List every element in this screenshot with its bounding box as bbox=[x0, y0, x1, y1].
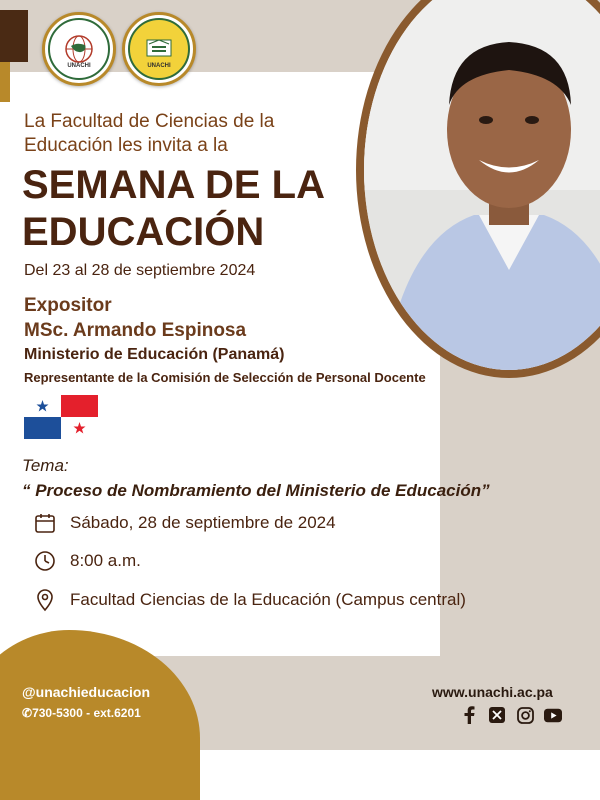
event-time-text: 8:00 a.m. bbox=[70, 551, 141, 570]
speaker-organization: Ministerio de Educación (Panamá) bbox=[24, 346, 285, 363]
speaker-label: Expositor bbox=[24, 295, 112, 316]
event-time-row bbox=[34, 550, 141, 572]
event-place-row bbox=[34, 588, 466, 612]
social-icons bbox=[460, 706, 562, 724]
calendar-icon bbox=[34, 512, 56, 534]
education-emblem-icon bbox=[128, 18, 190, 80]
x-icon[interactable] bbox=[488, 706, 506, 724]
phone-contact bbox=[22, 706, 141, 720]
corner-accent-dark bbox=[0, 10, 28, 62]
facebook-icon[interactable] bbox=[460, 706, 478, 724]
location-pin-icon bbox=[34, 588, 56, 612]
event-dates: Del 23 al 28 de septiembre 2024 bbox=[24, 262, 256, 279]
phone-icon: ✆ bbox=[22, 706, 33, 720]
logo-right-text: UNACHI bbox=[147, 63, 171, 69]
speaker-portrait bbox=[356, 0, 600, 378]
speaker-name: MSc. Armando Espinosa bbox=[24, 320, 247, 341]
topic-title: “ Proceso de Nombramiento del Ministerio de Educación” bbox=[22, 481, 490, 500]
event-date-row bbox=[34, 512, 336, 534]
globe-emblem-icon bbox=[48, 18, 110, 80]
faculty-logo-right bbox=[122, 12, 196, 86]
event-title-line1: SEMANA DE LA bbox=[22, 163, 325, 207]
invitation-text: La Facultad de Ciencias de la Educación les invita a la bbox=[24, 111, 275, 156]
event-title-line2: EDUCACIÓN bbox=[22, 210, 265, 254]
logo-left-text: UNACHI bbox=[67, 63, 91, 69]
speaker-role: Representante de la Comisión de Selección de Personal Docente bbox=[24, 370, 426, 385]
clock-icon bbox=[34, 550, 56, 572]
event-date-text: Sábado, 28 de septiembre de 2024 bbox=[70, 513, 336, 532]
side-accent-gold bbox=[0, 62, 10, 102]
topic-label: Tema: bbox=[22, 456, 69, 475]
event-place-text: Facultad Ciencias de la Educación (Campus central) bbox=[70, 590, 466, 609]
website-link[interactable]: www.unachi.ac.pa bbox=[432, 684, 553, 700]
social-handle[interactable]: @unachieducacion bbox=[22, 684, 151, 700]
youtube-icon[interactable] bbox=[544, 706, 562, 724]
phone-number: 730-5300 - ext.6201 bbox=[32, 706, 141, 720]
instagram-icon[interactable] bbox=[516, 706, 534, 724]
panama-flag-icon bbox=[24, 395, 98, 439]
faculty-logo-left bbox=[42, 12, 116, 86]
